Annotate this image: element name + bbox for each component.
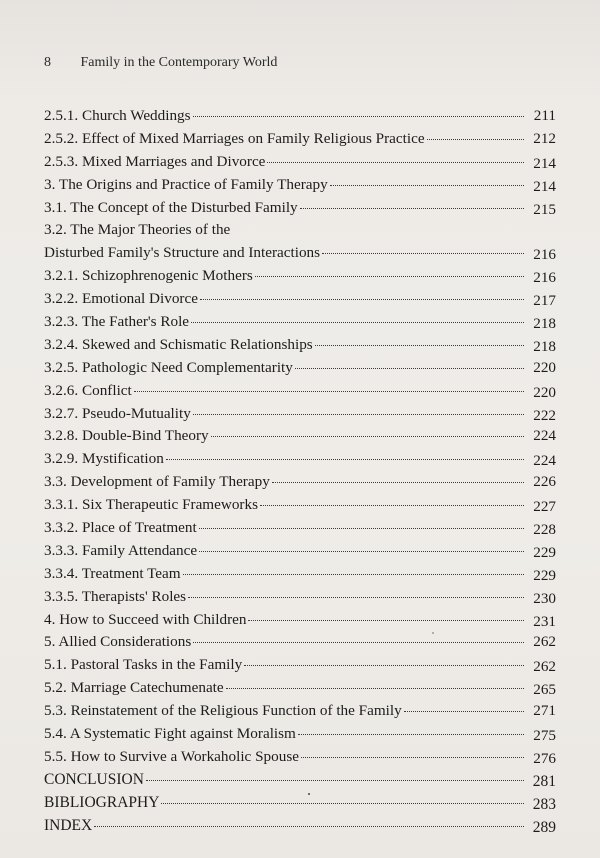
- dot-leader: [298, 734, 524, 735]
- toc-entry: [44, 288, 556, 311]
- toc-entry-page: 231: [533, 612, 556, 630]
- toc-entry-heading: [44, 219, 556, 242]
- toc-entry: [44, 494, 556, 517]
- toc-entry-page: 230: [533, 589, 556, 607]
- toc-entry-label: 3.2.5. Pathologic Need Complementarity: [44, 358, 293, 376]
- dot-leader: [322, 253, 524, 254]
- toc-entry: [44, 815, 556, 838]
- toc-entry-label: 3.1. The Concept of the Disturbed Family: [44, 198, 298, 216]
- toc-entry: [44, 425, 556, 448]
- toc-entry-page: 281: [532, 772, 556, 790]
- toc-entry-page: 216: [533, 269, 556, 287]
- toc-entry-label: 3.2.9. Mystification: [44, 450, 164, 468]
- toc-entry: [44, 700, 556, 723]
- toc-entry-label: 3.3.5. Therapists' Roles: [44, 587, 187, 605]
- toc-entry-page: 289: [532, 818, 556, 836]
- toc-entry: [44, 311, 556, 334]
- dot-leader: [146, 780, 524, 781]
- toc-entry-label: 3.2.1. Schizophrenogenic Mothers: [44, 267, 253, 285]
- toc-entry-page: 283: [532, 795, 556, 813]
- dot-leader: [404, 711, 524, 712]
- dot-leader: [315, 345, 524, 346]
- toc-entry: [44, 357, 556, 380]
- toc-entry: [44, 563, 556, 586]
- dot-leader: [193, 116, 524, 117]
- toc-entry-label: 2.5.1. Church Weddings: [44, 107, 191, 124]
- toc-entry: [44, 517, 556, 540]
- toc-entry: [44, 403, 556, 426]
- toc-entry-label: 3.3.4. Treatment Team: [44, 564, 181, 582]
- dot-leader: [248, 620, 524, 621]
- toc-entry-page: 229: [533, 543, 556, 561]
- toc-entry-label: 3.3.3. Family Attendance: [44, 541, 198, 559]
- toc-entry-label: 3.2.3. The Father's Role: [44, 313, 190, 331]
- page-number: 8: [44, 55, 51, 70]
- toc-entry-label: INDEX: [44, 816, 93, 834]
- toc-entry-page: 216: [533, 246, 556, 264]
- toc-entry-page: 211: [533, 107, 556, 124]
- toc-entry-page: 276: [533, 749, 556, 767]
- toc-entry-page: 262: [533, 633, 556, 651]
- toc-entry-page: 275: [533, 727, 556, 745]
- toc-entry-page: 212: [533, 129, 556, 147]
- dot-leader: [166, 459, 524, 460]
- toc-entry-label: 3.2.6. Conflict: [44, 381, 132, 399]
- dot-leader: [199, 551, 524, 552]
- toc-entry-label: BIBLIOGRAPHY: [44, 793, 160, 811]
- dot-leader: [300, 208, 524, 209]
- dot-leader: [94, 826, 524, 827]
- toc-entry: [44, 631, 556, 654]
- toc-entry-label: 3.3. Development of Family Therapy: [44, 473, 270, 491]
- toc-entry-page: 215: [533, 200, 556, 218]
- toc-entry: [44, 609, 556, 632]
- paper-speck: [308, 793, 310, 795]
- toc-entry-page: 224: [533, 452, 556, 470]
- toc-entry-label: 3.2.4. Skewed and Schismatic Relationships: [44, 335, 313, 353]
- toc-entry-page: 226: [533, 473, 556, 491]
- dot-leader: [193, 414, 524, 415]
- toc-entry: [44, 586, 556, 609]
- toc-entry-label: 3.3.2. Place of Treatment: [44, 519, 197, 537]
- dot-leader: [183, 574, 524, 575]
- toc-entry-page: 227: [533, 498, 556, 516]
- toc-entry-label: 2.5.2. Effect of Mixed Marriages on Family Religious Practice: [44, 129, 425, 147]
- toc-entry: [44, 105, 556, 128]
- toc-entry-page: 222: [533, 406, 556, 424]
- dot-leader: [134, 391, 524, 392]
- toc-entry-label: 3. The Origins and Practice of Family Therapy: [44, 175, 328, 193]
- toc-entry: [44, 746, 556, 769]
- dot-leader: [427, 139, 524, 140]
- toc-entry-label: 5.2. Marriage Catechumenate: [44, 679, 224, 697]
- toc-entry: [44, 151, 556, 174]
- dot-leader: [211, 436, 524, 437]
- toc-entry-label: 5. Allied Considerations: [44, 633, 192, 651]
- running-title: Family in the Contemporary World: [80, 55, 278, 70]
- dot-leader: [260, 505, 524, 506]
- dot-leader: [272, 482, 524, 483]
- toc-entry: [44, 448, 556, 471]
- running-header: [44, 55, 277, 71]
- toc-entry: [44, 471, 556, 494]
- toc-entry: [44, 380, 556, 403]
- toc-entry: [44, 197, 556, 220]
- toc-entry-label: 3.2. The Major Theories of the: [44, 221, 231, 239]
- toc-entry: [44, 792, 556, 815]
- dot-leader: [188, 597, 524, 598]
- toc-entry-page: 228: [533, 521, 556, 539]
- toc-entry-label: 3.2.2. Emotional Divorce: [44, 290, 198, 308]
- toc-entry: [44, 769, 556, 792]
- toc-entry: [44, 128, 556, 151]
- toc-entry: [44, 242, 556, 265]
- toc-entry-label: 3.3.1. Six Therapeutic Frameworks: [44, 496, 258, 514]
- toc-entry-page: 224: [533, 427, 556, 445]
- toc-entry: [44, 334, 556, 357]
- toc-entry-page: 220: [533, 383, 556, 401]
- toc-entry-page: 262: [533, 658, 556, 676]
- toc-entry-label: 5.3. Reinstatement of the Religious Function of the Family: [44, 702, 402, 720]
- toc-entry-label: 3.2.7. Pseudo-Mutuality: [44, 404, 191, 422]
- toc-entry-label: 5.5. How to Survive a Workaholic Spouse: [44, 747, 299, 765]
- dot-leader: [226, 688, 524, 689]
- dot-leader: [161, 803, 524, 804]
- toc-entry-label: 3.2.8. Double-Bind Theory: [44, 427, 209, 445]
- toc-entry-page: 265: [533, 681, 556, 699]
- dot-leader: [267, 162, 524, 163]
- toc-entry-label: Disturbed Family's Structure and Interactions: [44, 244, 321, 262]
- toc-entry: [44, 723, 556, 746]
- dot-leader: [295, 368, 524, 369]
- dot-leader: [330, 185, 524, 186]
- toc-entry-label: 4. How to Succeed with Children: [44, 610, 247, 628]
- toc-entry-page: 229: [533, 566, 556, 584]
- toc-entry: [44, 540, 556, 563]
- toc-entry: [44, 265, 556, 288]
- dot-leader: [244, 665, 524, 666]
- toc-entry-label: CONCLUSION: [44, 770, 144, 788]
- toc-entry-label: 5.4. A Systematic Fight against Moralism: [44, 725, 296, 743]
- toc-entry-page: 220: [533, 358, 556, 376]
- dot-leader: [193, 642, 524, 643]
- toc-entry-page: 214: [533, 154, 556, 172]
- toc-entry: [44, 174, 556, 197]
- toc-entry-label: 2.5.3. Mixed Marriages and Divorce: [44, 152, 266, 170]
- toc-entry-page: 218: [533, 337, 556, 355]
- paper-speck: [432, 632, 434, 634]
- toc-entry-page: 218: [533, 315, 556, 333]
- dot-leader: [191, 322, 524, 323]
- dot-leader: [255, 276, 524, 277]
- dot-leader: [301, 757, 524, 758]
- dot-leader: [200, 299, 524, 300]
- toc-entry-page: 217: [533, 292, 556, 310]
- toc-entry: [44, 677, 556, 700]
- toc-entry-label: 5.1. Pastoral Tasks in the Family: [44, 656, 243, 674]
- table-of-contents: [44, 105, 556, 838]
- dot-leader: [199, 528, 524, 529]
- toc-entry-page: 271: [533, 702, 556, 720]
- toc-entry: [44, 654, 556, 677]
- toc-entry-page: 214: [533, 177, 556, 195]
